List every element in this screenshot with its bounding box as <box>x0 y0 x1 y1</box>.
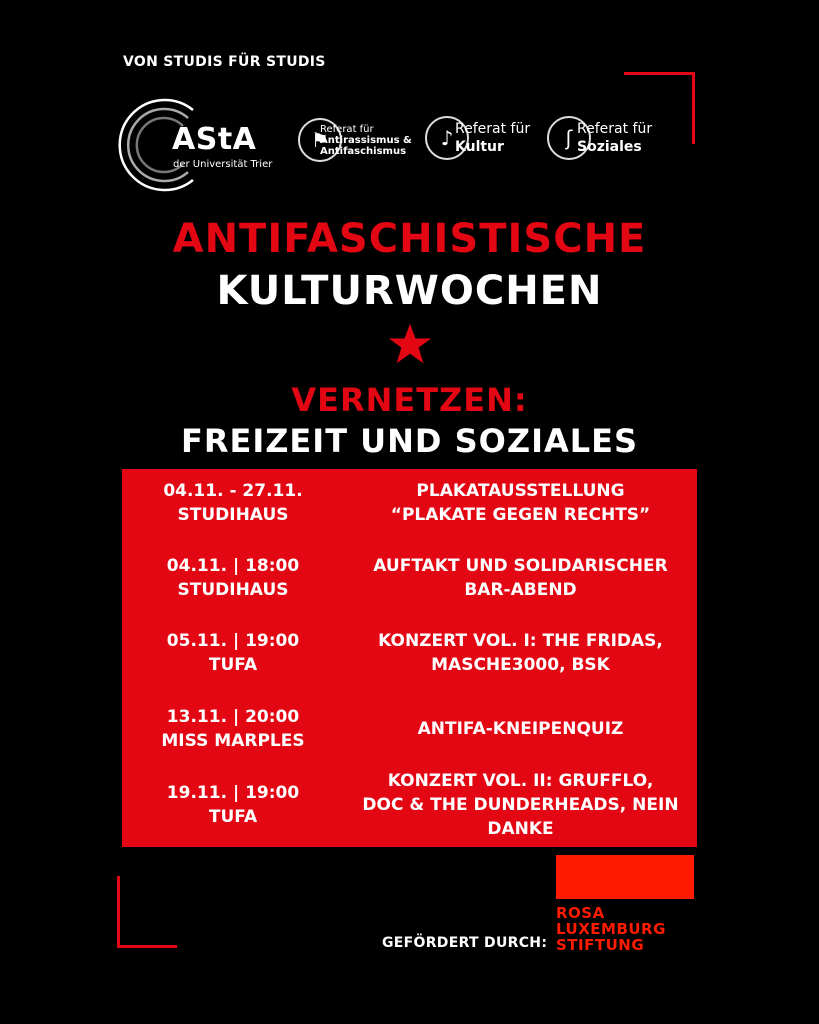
referat-name-line1: Antirassismus & <box>320 134 412 146</box>
star-icon <box>388 322 432 366</box>
event-date: 13.11. | 20:00 <box>166 707 300 727</box>
event-date: 04.11. | 18:00 <box>166 556 300 576</box>
referat-name-line2: Antifaschismus <box>320 145 407 157</box>
tagline: VON STUDIS FÜR STUDIS <box>123 54 326 70</box>
rls-logo-text <box>556 905 666 953</box>
subtitle-line1: VERNETZEN: <box>291 381 528 419</box>
referat-soziales <box>547 116 652 160</box>
event-title: PLAKATAUSSTELLUNG “PLAKATE GEGEN RECHTS” <box>390 481 651 525</box>
event-title: KONZERT VOL. II: GRUFFLO, DOC & THE DUNDERHEADS, NEIN DANKE <box>362 771 679 839</box>
referat-label: Referat für <box>577 121 653 137</box>
referat-name: Kultur <box>455 139 504 155</box>
event-place: MISS MARPLES <box>161 731 305 751</box>
event-place: TUFA <box>208 807 258 827</box>
rls-line1: ROSA <box>556 904 605 922</box>
subtitle-line2: FREIZEIT UND SOZIALES <box>180 422 639 460</box>
referat-antirassismus <box>298 118 412 162</box>
flag-icon: ⚑ <box>298 118 342 162</box>
event-date: 19.11. | 19:00 <box>166 783 300 803</box>
event-title: ANTIFA-KNEIPENQUIZ <box>417 719 624 739</box>
title-line2: KULTURWOCHEN <box>216 268 603 314</box>
rls-line3: STIFTUNG <box>556 936 645 954</box>
corner-decoration-bottom-left <box>117 876 177 948</box>
rls-line2: LUXEMBURG <box>556 920 666 938</box>
referat-kultur <box>425 116 530 160</box>
event-title: KONZERT VOL. I: THE FRIDAS, MASCHE3000, BSK <box>378 631 663 675</box>
sponsor-label: GEFÖRDERT DURCH: <box>382 935 548 951</box>
asta-name: AStA <box>172 122 257 157</box>
referat-name: Soziales <box>577 139 642 155</box>
event-date: 05.11. | 19:00 <box>166 631 300 651</box>
event-schedule <box>122 469 697 847</box>
title-line1: ANTIFASCHISTISCHE <box>172 216 647 262</box>
music-note-icon: ♪ <box>425 116 469 160</box>
event-place: STUDIHAUS <box>177 580 289 600</box>
event-place: TUFA <box>208 655 258 675</box>
event-place: STUDIHAUS <box>177 505 289 525</box>
ear-icon: ʃ <box>547 116 591 160</box>
event-title: AUFTAKT UND SOLIDARISCHER BAR-ABEND <box>373 556 668 600</box>
referat-label: Referat für <box>455 121 531 137</box>
rls-logo-block <box>556 855 694 899</box>
referat-label: Referat für <box>320 123 374 135</box>
asta-subtitle: der Universität Trier <box>173 159 273 170</box>
event-date: 04.11. - 27.11. <box>163 481 303 501</box>
